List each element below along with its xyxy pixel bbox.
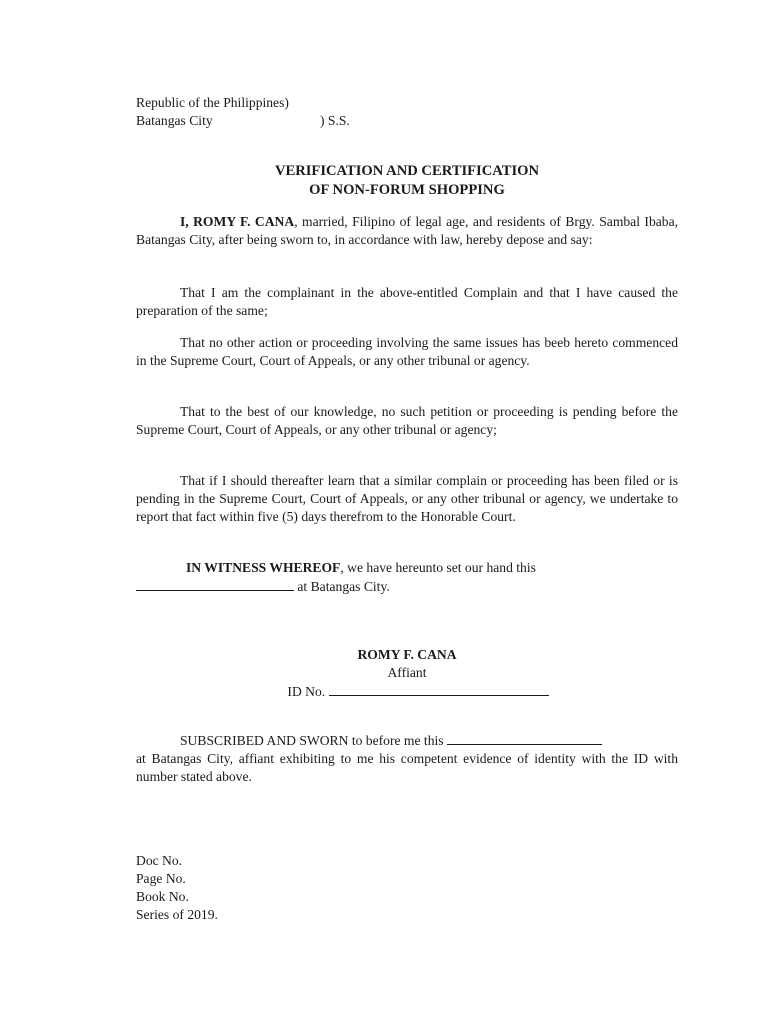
id-number-line xyxy=(158,682,678,701)
series-year: Series of 2019. xyxy=(136,907,218,922)
paragraph-no-pending-petition: That to the best of our knowledge, no such petition or proceeding is pending before the Supreme Court, Court of Appeals, or any other tribunal or agency; xyxy=(136,404,678,437)
signature-block xyxy=(136,646,678,701)
document-title xyxy=(136,162,678,200)
venue-city: Batangas City xyxy=(136,113,213,128)
paragraph-1-block xyxy=(136,284,678,320)
intro-paragraph-block xyxy=(136,213,678,249)
book-no: Book No. xyxy=(136,889,189,904)
title-line-1: VERIFICATION AND CERTIFICATION xyxy=(274,163,540,179)
witness-date-blank xyxy=(136,577,294,591)
doc-no: Doc No. xyxy=(136,853,183,868)
affiant-name: ROMY F. CANA xyxy=(357,647,457,662)
paragraph-2-block xyxy=(136,334,678,370)
paragraph-no-other-action: That no other action or proceeding involving the same issues has beeb hereto commenced in the Supreme Court, Court of Appeals, or any other tribunal or agency. xyxy=(136,335,678,368)
title-line-2: OF NON-FORUM SHOPPING xyxy=(309,182,505,198)
intro-paragraph xyxy=(136,213,678,249)
witness-heading: IN WITNESS WHEREOF xyxy=(186,560,341,575)
paragraph-undertaking: That if I should thereafter learn that a similar complain or proceeding has been filed or is pending in the Supreme Court, Court of Appeals, or any other tribunal or agency, we undertake to report that fact within five (5) days therefrom to the Honorable Court. xyxy=(136,473,678,524)
witness-clause xyxy=(136,559,678,577)
affiant-role: Affiant xyxy=(387,665,427,680)
venue-block xyxy=(136,94,678,130)
jurat-first-line xyxy=(136,731,678,750)
paragraph-complainant: That I am the complainant in the above-entitled Complain and that I have caused the preparation of the same; xyxy=(136,285,678,318)
intro-text: , married, Filipino of legal age, and residents of Brgy. Sambal Ibaba, Batangas City, after being sworn to, in accordance with law, hereby depose and say: xyxy=(136,214,678,247)
paragraph-4-block xyxy=(136,472,678,526)
id-number-label: ID No. xyxy=(287,684,329,699)
jurat-block xyxy=(136,731,678,786)
venue-ss: ) S.S. xyxy=(320,113,350,128)
jurat-date-blank xyxy=(447,731,602,745)
witness-block xyxy=(136,559,678,595)
witness-date-line xyxy=(136,577,678,595)
page-no: Page No. xyxy=(136,871,186,886)
witness-text: , we have hereunto set our hand this xyxy=(340,560,536,575)
venue-country: Republic of the Philippines) xyxy=(136,95,289,110)
venue-city-row xyxy=(136,112,678,130)
paragraph-3-block xyxy=(136,403,678,439)
jurat-lead: SUBSCRIBED AND SWORN to before me this xyxy=(180,733,447,748)
notarial-register xyxy=(136,852,678,924)
id-number-blank xyxy=(329,682,549,696)
affiant-name-inline: I, ROMY F. CANA xyxy=(180,214,295,229)
witness-place: at Batangas City. xyxy=(294,579,390,594)
jurat-text: at Batangas City, affiant exhibiting to me his competent evidence of identity with the ID with number stated above. xyxy=(136,751,678,784)
